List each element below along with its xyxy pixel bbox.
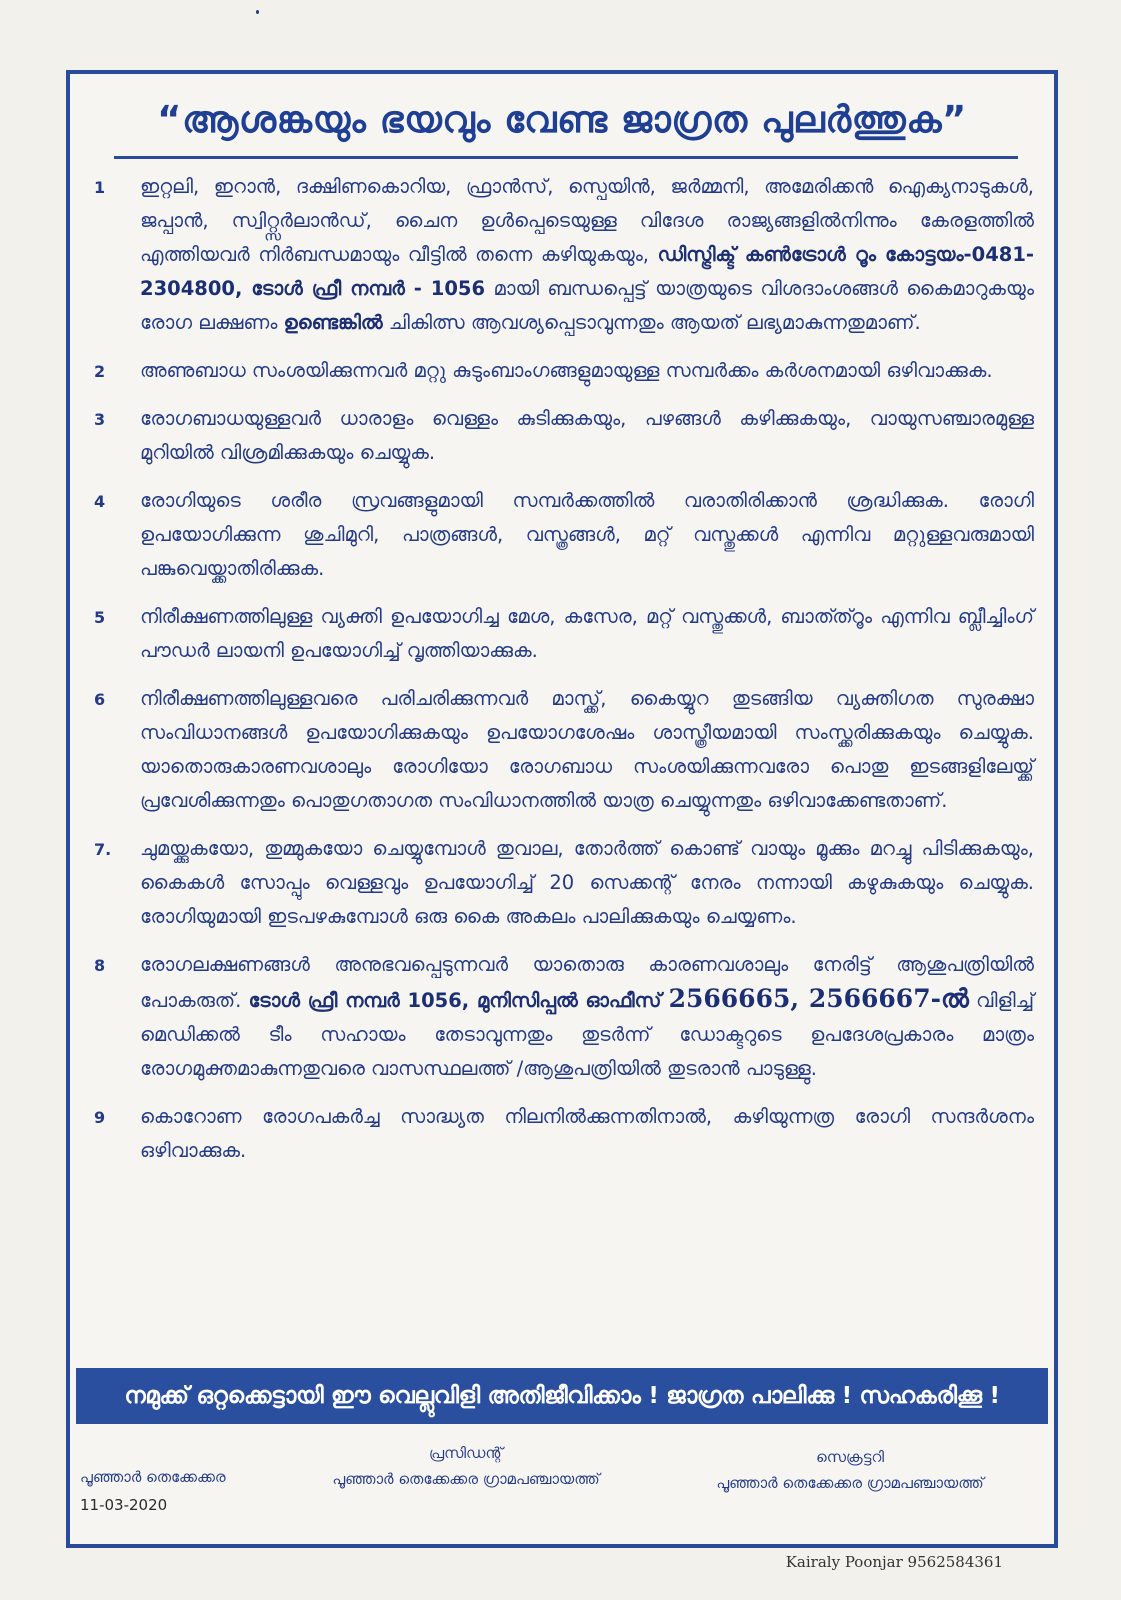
item-text-part: ഇറ്റലി, ഇറാൻ, ദക്ഷിണകൊറിയ, ഫ്രാൻസ്, സ്പെയിൻ, ജർമ്മനി, അമേരിക്കൻ ഐക്യനാടുകൾ, ജപ്പാൻ, സ്വിറ്റ്സർലാൻഡ്, ചൈന ഉൾപ്പെടെയുള്ള വിദേശ രാജ്യങ്ങളിൽനിന്നും കേരളത്തിൽ എത്തിയവർ നിർബന്ധമായും വീട്ടിൽ തന്നെ കഴിയുകയും, — [140, 175, 1034, 266]
item-text — [140, 948, 1034, 1086]
toll-free-number: ടോൾ ഫ്രീ നമ്പർ 1056, മുനിസിപ്പൽ ഓഫീസ് — [248, 989, 662, 1012]
item-text: രോഗിയുടെ ശരീര സ്രവങ്ങളുമായി സമ്പർക്കത്തിൽ വരാതിരിക്കാൻ ശ്രദ്ധിക്കുക. രോഗി ഉപയോഗിക്കുന്ന ശുചിമുറി, പാത്രങ്ങൾ, വസ്ത്രങ്ങൾ, മറ്റ് വസ്തുക്കൾ എന്നിവ മറ്റുള്ളവരുമായി പങ്കുവെയ്ക്കാതിരിക്കുക. — [140, 489, 1034, 580]
item-text: നിരീക്ഷണത്തിലുള്ളവരെ പരിചരിക്കുന്നവർ മാസ്ക്ക്, കൈയ്യുറ തുടങ്ങിയ വ്യക്തിഗത സുരക്ഷാ സംവിധാനങ്ങൾ ഉപയോഗിക്കുകയും ഉപയോഗശേഷം ശാസ്ത്രീയമായി സംസ്ക്കരിക്കുകയും ചെയ്യുക. യാതൊരുകാരണവശാലും രോഗിയോ രോഗബാധ സംശയിക്കുന്നവരോ പൊതു ഇടങ്ങളിലേയ്ക്ക് പ്രവേശിക്കുന്നതും പൊതുഗതാഗത സംവിധാനത്തിൽ യാത്ര ചെയ്യുന്നതും ഒഴിവാക്കേണ്ടതാണ്. — [140, 687, 1034, 812]
instruction-list — [84, 170, 1034, 1182]
list-item-2 — [84, 354, 1034, 388]
item-number: 2 — [94, 362, 106, 381]
list-item-4 — [84, 484, 1034, 586]
item-number: 8 — [94, 956, 106, 975]
list-item-3 — [84, 402, 1034, 470]
item-text-part: വിളിച്ച് മെഡിക്കൽ ടീം സഹായം തേടാവുന്നതും തുടർന്ന് ഡോക്ടറുടെ ഉപദേശപ്രകാരം മാത്രം രോഗമുക്തമാകുന്നതുവരെ വാസസ്ഥലത്ത് /ആശുപത്രിയിൽ തുടരാൻ പാടുള്ളു. — [140, 989, 1035, 1080]
printer-credit: Kairaly Poonjar 9562584361 — [785, 1553, 1003, 1571]
title-underline — [114, 156, 1018, 159]
list-item-1 — [84, 170, 1034, 340]
list-item-9 — [84, 1100, 1034, 1168]
item-text-emphasis: ഉണ്ടെങ്കിൽ — [283, 311, 383, 334]
item-text-part: ചികിത്സ ആവശ്യപ്പെടാവുന്നതും ആയത് ലഭ്യമാകുന്നതുമാണ്. — [388, 311, 921, 334]
page-title: “ആശങ്കയും ഭയവും വേണ്ട ജാഗ്രത പുലർത്തുക” — [157, 98, 967, 141]
list-item-5 — [84, 600, 1034, 668]
signature-footer — [70, 1434, 1054, 1544]
item-text: അണുബാധ സംശയിക്കുന്നവർ മറ്റു കുടുംബാംഗങ്ങളുമായുള്ള സമ്പർക്കം കർശനമായി ഒഴിവാക്കുക. — [140, 359, 993, 382]
list-item-6 — [84, 682, 1034, 818]
item-number: 5 — [94, 608, 106, 627]
item-text — [140, 170, 1034, 340]
item-number: 3 — [94, 410, 106, 429]
secretary-org: പൂഞ്ഞാർ തെക്കേക്കര ഗ്രാമപഞ്ചായത്ത് — [716, 1474, 984, 1492]
municipal-office-number: 2566665, 2566667-ൽ — [668, 984, 969, 1013]
item-text: രോഗബാധയുള്ളവർ ധാരാളം വെള്ളം കുടിക്കുകയും, പഴങ്ങൾ കഴിക്കുകയും, വായുസഞ്ചാരമുള്ള മുറിയിൽ വിശ്രമിക്കുകയും ചെയ്യുക. — [140, 407, 1034, 464]
notice-frame — [66, 70, 1058, 1548]
item-text-part: രോഗലക്ഷണങ്ങൾ അനുഭവപ്പെടുന്നവർ യാതൊരു കാരണവശാലും നേരിട്ട് ആശുപത്രിയിൽ പോകരുത്. — [140, 953, 1034, 1012]
president-signature — [306, 1444, 626, 1496]
item-text: കൊറോണ രോഗപകർച്ച സാദ്ധ്യത നിലനിൽക്കുന്നതിനാൽ, കഴിയുന്നത്ര രോഗി സന്ദർശനം ഒഴിവാക്കുക. — [140, 1105, 1034, 1162]
item-text: ചുമയ്ക്കുകയോ, തുമ്മുകയോ ചെയ്യുമ്പോൾ തുവാല, തോർത്ത് കൊണ്ട് വായും മൂക്കും മറച്ചു പിടിക്കുകയും, കൈകൾ സോപ്പും വെള്ളവും ഉപയോഗിച്ച് 20 സെക്കന്റ് നേരം നന്നായി കഴുകുകയും ചെയ്യുക. രോഗിയുമായി ഇടപഴകുമ്പോൾ ഒരു കൈ അകലം പാലിക്കുകയും ചെയ്യണം. — [140, 837, 1034, 928]
item-text-part: മായി ബന്ധപ്പെട്ട് യാത്രയുടെ വിശദാംശങ്ങൾ കൈമാറുകയും രോഗ ലക്ഷണം — [140, 277, 1034, 334]
item-number: 6 — [94, 690, 106, 709]
item-number: 9 — [94, 1108, 106, 1127]
secretary-signature — [680, 1448, 1020, 1500]
control-room-number: ഡിസ്ട്രിക്ട് കൺട്രോൾ റൂം കോട്ടയം-0481-2304800, ടോൾ ഫ്രീ നമ്പർ - 1056 — [140, 243, 1035, 300]
paper-speck — [256, 10, 259, 14]
item-text: നിരീക്ഷണത്തിലുള്ള വ്യക്തി ഉപയോഗിച്ച മേശ, കസേര, മറ്റ് വസ്തുക്കൾ, ബാത്ത്റൂം എന്നിവ ബ്ലീച്ചിംഗ് പൗഡർ ലായനി ഉപയോഗിച്ച് വൃത്തിയാക്കുക. — [140, 605, 1034, 662]
list-item-7 — [84, 832, 1034, 934]
issue-date: 11-03-2020 — [80, 1496, 168, 1514]
president-org: പൂഞ്ഞാർ തെക്കേക്കര ഗ്രാമപഞ്ചായത്ത് — [332, 1470, 600, 1488]
item-number: 4 — [94, 492, 106, 511]
list-item-8 — [84, 948, 1034, 1086]
place-name: പൂഞ്ഞാർ തെക്കേക്കര — [80, 1468, 226, 1486]
president-title: പ്രസിഡന്റ് — [429, 1444, 503, 1462]
slogan-banner: നമുക്ക് ഒറ്റക്കെട്ടായി ഈ വെല്ലുവിളി അതിജീവിക്കാം ! ജാഗ്രത പാലിക്കു ! സഹകരിക്കൂ ! — [76, 1368, 1048, 1424]
item-number: 1 — [94, 178, 106, 197]
item-number: 7. — [94, 840, 112, 859]
secretary-title: സെക്രട്ടറി — [816, 1448, 884, 1466]
